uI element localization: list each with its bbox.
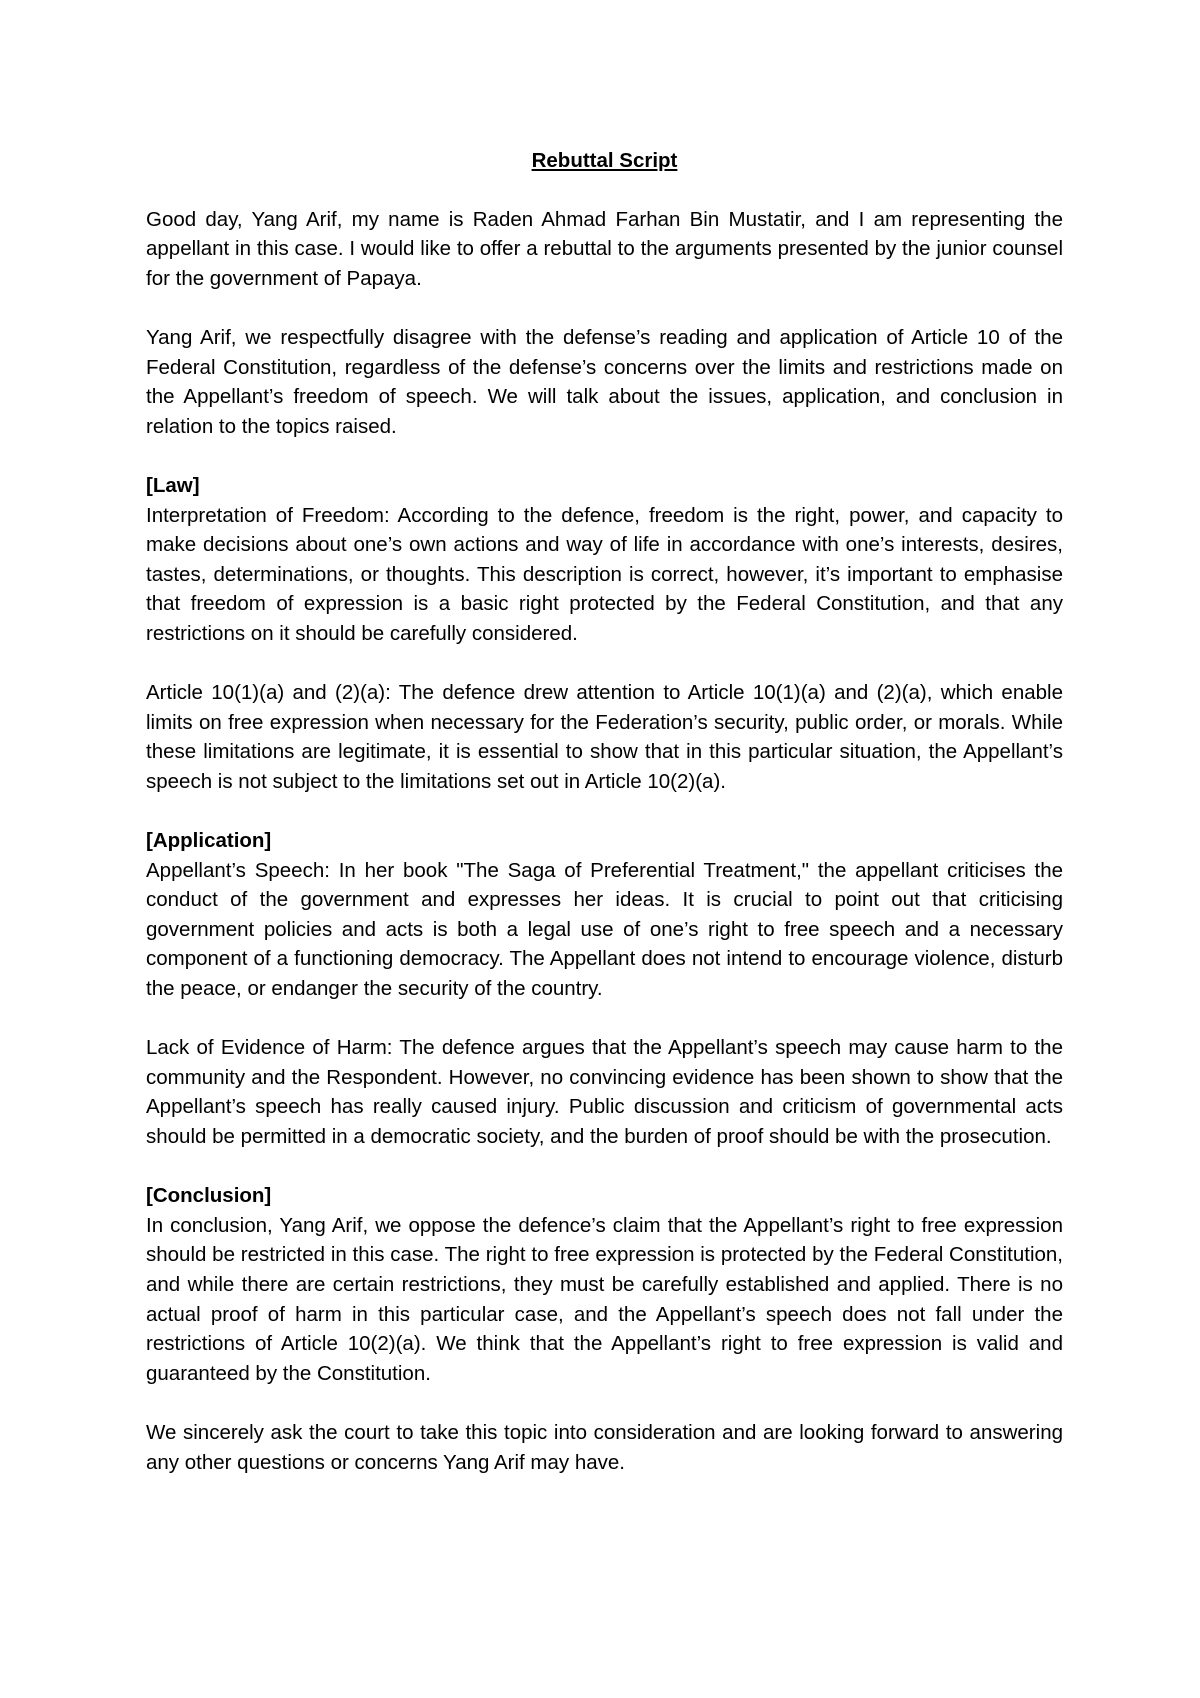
- intro-paragraph-2: Yang Arif, we respectfully disagree with the defense’s reading and application of Article 10 of the Federal Constitution, regardless of the defense’s concerns over the limits and restrictions made on the Appellant’s freedom of speech. We will talk about the issues, application, and conclusion in relation to the topics raised.: [146, 325, 1063, 438]
- law-paragraph-1: Interpretation of Freedom: According to the defence, freedom is the right, power, and capacity to make decisions about one’s own actions and way of life in accordance with one’s interests, desires, tastes, determinations, or thoughts. This description is correct, however, it’s important to emphasise that freedom of expression is a basic right protected by the Federal Constitution, and that any restrictions on it should be carefully considered.: [146, 503, 1063, 645]
- section-application: [146, 826, 1063, 1152]
- section-heading-conclusion: [Conclusion]: [146, 1184, 272, 1208]
- document-title: Rebuttal Script: [531, 149, 678, 172]
- section-law: [146, 471, 1063, 797]
- section-conclusion: [146, 1181, 1063, 1477]
- application-paragraph-2: Lack of Evidence of Harm: The defence argues that the Appellant’s speech may cause harm to the community and the Respondent. However, no convincing evidence has been shown to show that the Appellant’s speech has really caused injury. Public discussion and criticism of governmental acts should be permitted in a democratic society, and the burden of proof should be with the prosecution.: [146, 1036, 1063, 1148]
- law-paragraph-2: Article 10(1)(a) and (2)(a): The defence drew attention to Article 10(1)(a) and (2)(a), which enable limits on free expression when necessary for the Federation’s security, public order, or morals. While these limitations are legitimate, it is essential to show that in this particular situation, the Appellant’s speech is not subject to the limitations set out in Article 10(2)(a).: [146, 681, 1063, 793]
- intro-paragraph-1: Good day, Yang Arif, my name is Raden Ahmad Farhan Bin Mustatir, and I am representing the appellant in this case. I would like to offer a rebuttal to the arguments presented by the junior counsel for the government of Papaya.: [146, 207, 1063, 290]
- conclusion-paragraph-1: In conclusion, Yang Arif, we oppose the defence’s claim that the Appellant’s right to free expression should be restricted in this case. The right to free expression is protected by the Federal Constitution, and while there are certain restrictions, they must be carefully established and applied. There is no actual proof of harm in this particular case, and the Appellant’s speech does not fall under the restrictions of Article 10(2)(a). We think that the Appellant’s right to free expression is valid and guaranteed by the Constitution.: [146, 1213, 1063, 1385]
- application-paragraph-1: Appellant’s Speech: In her book "The Saga of Preferential Treatment," the appellant criticises the conduct of the government and expresses her ideas. It is crucial to point out that criticising government policies and acts is both a legal use of one’s right to free speech and a necessary component of a functioning democracy. The Appellant does not intend to encourage violence, disturb the peace, or endanger the security of the country.: [146, 858, 1063, 1001]
- section-heading-law: [Law]: [146, 473, 200, 497]
- conclusion-paragraph-2: We sincerely ask the court to take this topic into consideration and are looking forward to answering any other questions or concerns Yang Arif may have.: [146, 1420, 1063, 1474]
- section-heading-application: [Application]: [146, 829, 272, 853]
- document-body: [146, 146, 1063, 1507]
